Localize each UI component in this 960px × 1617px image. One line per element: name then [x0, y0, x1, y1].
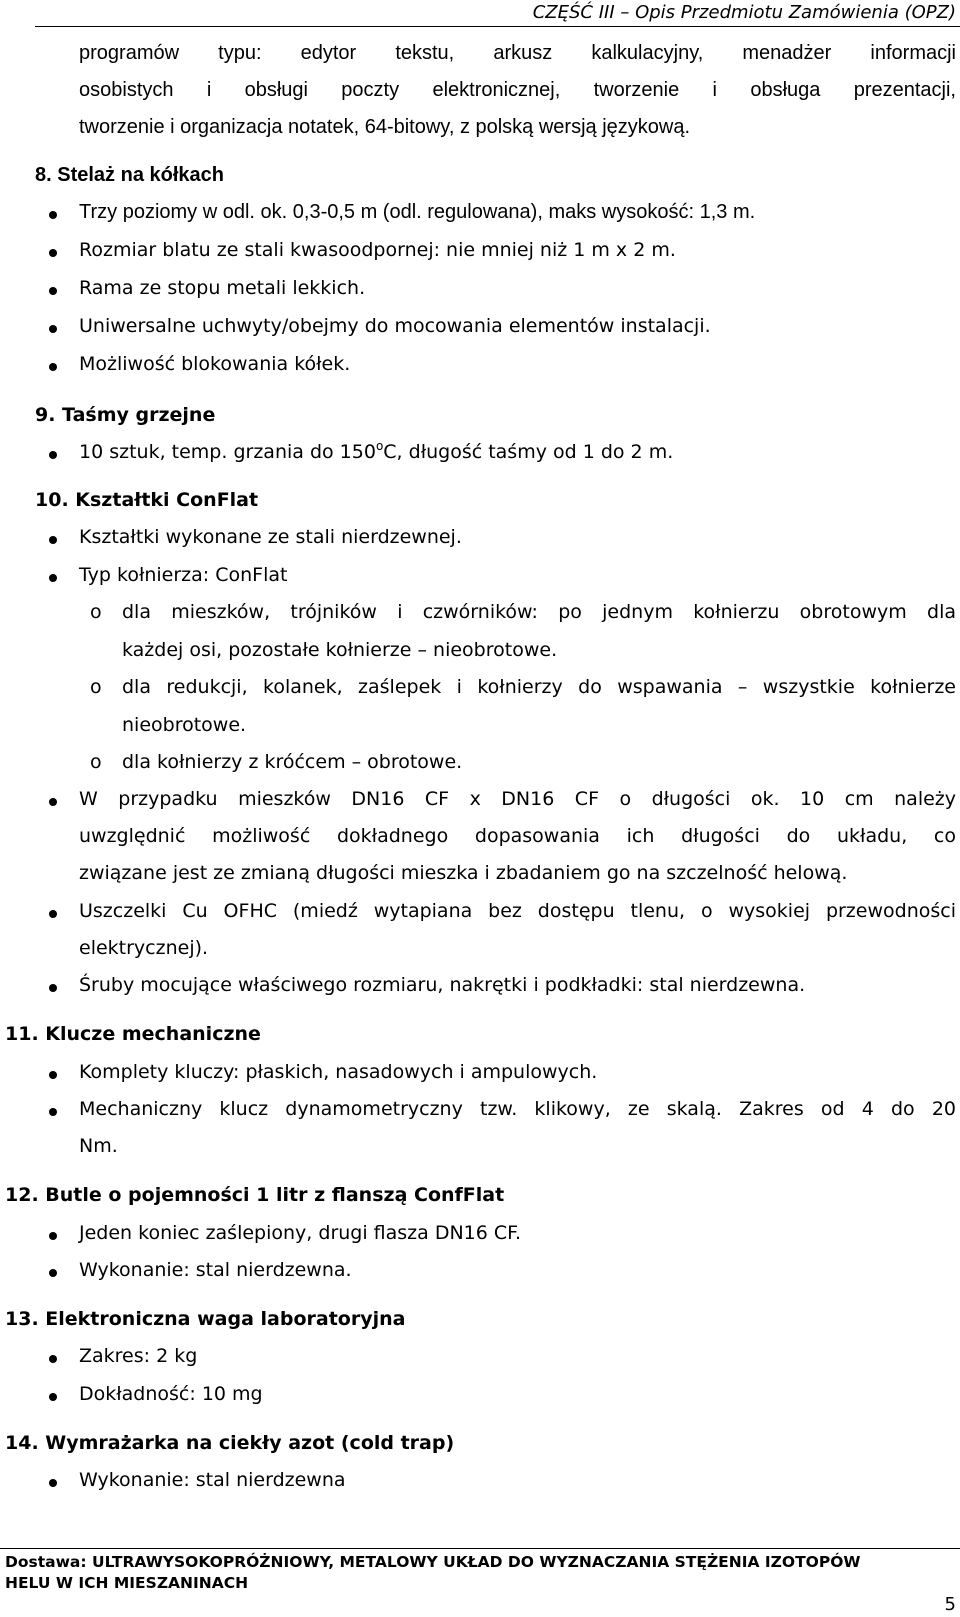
- footer-divider: [0, 1548, 960, 1549]
- section-9-heading: 9. Taśmy grzejne: [35, 404, 216, 426]
- bullet-marker: [49, 363, 57, 371]
- s12-item-1: Jeden koniec zaślepiony, drugi flasza DN16 CF.: [79, 1222, 522, 1244]
- sub-bullet-marker: o: [90, 751, 102, 773]
- footer-line-2: HELU W ICH MIESZANINACH: [5, 1574, 249, 1592]
- section-12-heading: 12. Butle o pojemności 1 litr z flanszą ConfFlat: [5, 1184, 505, 1206]
- bullet-marker: [49, 451, 57, 459]
- bullet-marker: [49, 984, 57, 992]
- bullet-marker: [49, 325, 57, 333]
- section-13-heading: 13. Elektroniczna waga laboratoryjna: [5, 1308, 406, 1330]
- bullet-marker: [49, 1479, 57, 1487]
- s10-sub-2-line-2: nieobrotowe.: [122, 714, 247, 736]
- s8-item-2: Rozmiar blatu ze stali kwasoodpornej: nie mniej niż 1 m x 2 m.: [79, 239, 676, 261]
- sub-bullet-marker: o: [90, 676, 102, 698]
- s11-item-2-line-2: Nm.: [79, 1135, 118, 1157]
- s9-item-1: 10 sztuk, temp. grzania do 150$^o$C, długość taśmy od 1 do 2 m.: [79, 439, 674, 463]
- s11-item-2-line-1: Mechaniczny klucz dynamometryczny tzw. klikowy, ze skalą. Zakres od 4 do 20: [79, 1098, 956, 1120]
- page-number: 5: [944, 1594, 956, 1615]
- s10-sub-1-line-2: każdej osi, pozostałe kołnierze – nieobrotowe.: [122, 639, 558, 661]
- bullet-marker: [49, 1108, 57, 1116]
- footer-line-1: Dostawa: ULTRAWYSOKOPRÓŻNIOWY, METALOWY UKŁAD DO WYZNACZANIA STĘŻENIA IZOTOPÓW: [5, 1553, 861, 1571]
- s10-sub-1-line-1: dla mieszków, trójników i czwórników: po jednym kołnierzu obrotowym dla: [122, 601, 956, 623]
- s10-item-1: Kształtki wykonane ze stali nierdzewnej.: [79, 526, 462, 548]
- bullet-marker: [49, 536, 57, 544]
- s10-item-4-line-2: elektrycznej).: [79, 937, 209, 959]
- s13-item-2: Dokładność: 10 mg: [79, 1383, 263, 1405]
- page-footer: [5, 1552, 860, 1594]
- s10-item-2: Typ kołnierza: ConFlat: [79, 564, 288, 586]
- s12-item-2: Wykonanie: stal nierdzewna.: [79, 1259, 352, 1281]
- bullet-marker: [49, 798, 57, 806]
- section-11-heading: 11. Klucze mechaniczne: [5, 1023, 261, 1045]
- bullet-marker: [49, 910, 57, 918]
- section-8-heading: 8. Stelaż na kółkach: [35, 164, 224, 186]
- header-divider: [35, 26, 960, 27]
- s10-item-3-line-2: uwzględnić możliwość dokładnego dopasowania ich długości do układu, co: [79, 825, 956, 847]
- s8-item-4: Uniwersalne uchwyty/obejmy do mocowania elementów instalacji.: [79, 315, 711, 337]
- s10-sub-2-line-1: dla redukcji, kolanek, zaślepek i kołnierzy do wspawania – wszystkie kołnierze: [122, 676, 956, 698]
- bullet-marker: [49, 1071, 57, 1079]
- bullet-marker: [49, 287, 57, 295]
- bullet-marker: [49, 574, 57, 582]
- bullet-marker: [49, 249, 57, 257]
- sub-bullet-marker: o: [90, 601, 102, 623]
- s14-item-1: Wykonanie: stal nierdzewna: [79, 1469, 346, 1491]
- intro-line-2: osobistych i obsługi poczty elektronicznej, tworzenie i obsługa prezentacji,: [79, 79, 956, 101]
- s10-item-5: Śruby mocujące właściwego rozmiaru, nakrętki i podkładki: stal nierdzewna.: [79, 974, 806, 996]
- s10-item-3-line-3: związane jest ze zmianą długości mieszka i zbadaniem go na szczelność helową.: [79, 862, 848, 884]
- s8-item-5: Możliwość blokowania kółek.: [79, 353, 351, 375]
- s8-item-1: Trzy poziomy w odl. ok. 0,3-0,5 m (odl. regulowana), maks wysokość: 1,3 m.: [79, 201, 756, 223]
- s10-item-4-line-1: Uszczelki Cu OFHC (miedź wytapiana bez dostępu tlenu, o wysokiej przewodności: [79, 900, 956, 922]
- bullet-marker: [49, 1393, 57, 1401]
- bullet-marker: [49, 1355, 57, 1363]
- section-10-heading: 10. Kształtki ConFlat: [35, 489, 259, 511]
- bullet-marker: [49, 1232, 57, 1240]
- bullet-marker: [49, 1269, 57, 1277]
- s11-item-1: Komplety kluczy: płaskich, nasadowych i ampulowych.: [79, 1061, 598, 1083]
- intro-line-1: programów typu: edytor tekstu, arkusz kalkulacyjny, menadżer informacji: [79, 42, 956, 64]
- s8-item-3: Rama ze stopu metali lekkich.: [79, 277, 366, 299]
- page-header-title: CZĘŚĆ III – Opis Przedmiotu Zamówienia (OPZ): [532, 2, 956, 23]
- intro-line-3: tworzenie i organizacja notatek, 64-bitowy, z polską wersją językową.: [79, 116, 691, 138]
- section-14-heading: 14. Wymrażarka na ciekły azot (cold trap): [5, 1432, 455, 1454]
- bullet-marker: [49, 211, 57, 219]
- s10-item-3-line-1: W przypadku mieszków DN16 CF x DN16 CF o długości ok. 10 cm należy: [79, 788, 956, 810]
- s10-sub-3: dla kołnierzy z króćcem – obrotowe.: [122, 751, 463, 773]
- s13-item-1: Zakres: 2 kg: [79, 1345, 198, 1367]
